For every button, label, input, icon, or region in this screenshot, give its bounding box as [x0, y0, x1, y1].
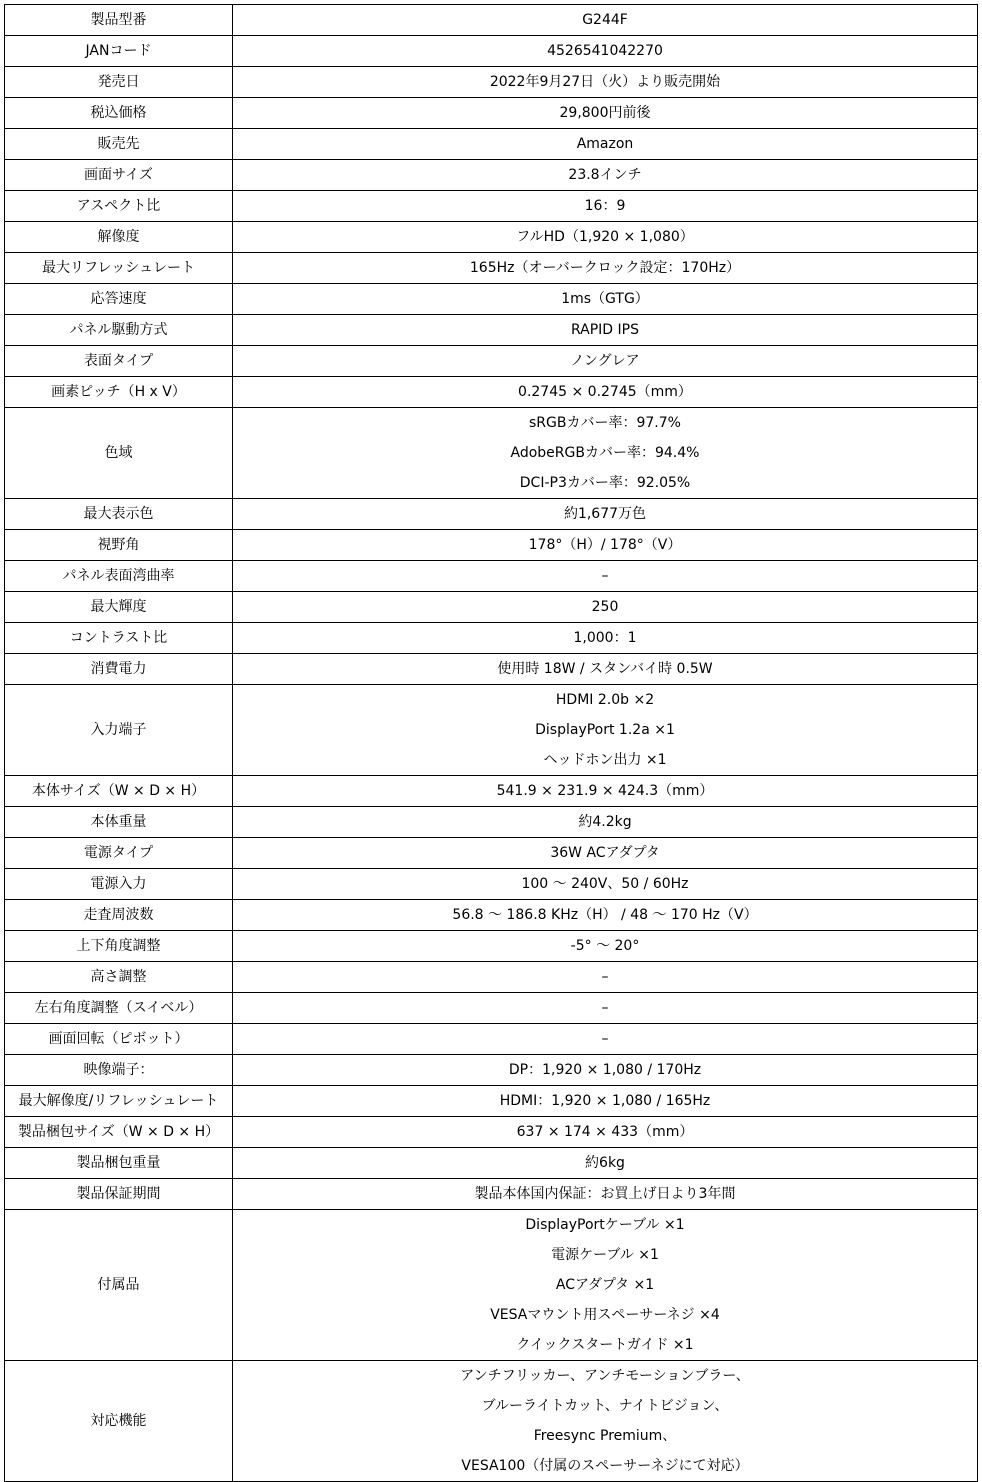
spec-value-cell: [233, 499, 978, 530]
spec-value-cell: [233, 592, 978, 623]
spec-row: [5, 36, 978, 67]
spec-label: 左右角度調整（スイベル）: [5, 993, 233, 1024]
spec-value: 100 ～ 240V、50 / 60Hz: [521, 876, 689, 892]
spec-value: –: [601, 1000, 609, 1016]
spec-value-cell: [233, 1086, 978, 1117]
spec-table: [4, 4, 978, 1482]
spec-value-cell: [233, 1179, 978, 1210]
spec-value-cell: [233, 160, 978, 191]
spec-value: 2022年9月27日（火）より販売開始: [489, 74, 721, 90]
spec-value: 36W ACアダプタ: [550, 845, 660, 861]
spec-label: 付属品: [5, 1210, 233, 1361]
spec-row: [5, 807, 978, 838]
spec-value: –: [601, 1031, 609, 1047]
spec-value-cell: [233, 685, 978, 776]
spec-value-cell: [233, 346, 978, 377]
spec-row: [5, 222, 978, 253]
spec-label: 消費電力: [5, 654, 233, 685]
spec-label: 応答速度: [5, 284, 233, 315]
spec-value-cell: [233, 993, 978, 1024]
spec-value: HDMI：1,920 × 1,080 / 165Hz: [499, 1093, 711, 1109]
spec-row: [5, 931, 978, 962]
spec-value: –: [601, 568, 609, 584]
spec-value-cell: [233, 408, 978, 499]
spec-value: –: [601, 969, 609, 985]
spec-value-cell: [233, 838, 978, 869]
spec-label: 製品保証期間: [5, 1179, 233, 1210]
spec-label: 製品梱包サイズ（W × D × H）: [5, 1117, 233, 1148]
spec-value: ノングレア: [570, 353, 640, 369]
spec-value: 4526541042270: [547, 43, 663, 59]
spec-label: 走査周波数: [5, 900, 233, 931]
spec-row: [5, 98, 978, 129]
spec-label: 色域: [5, 408, 233, 499]
spec-label: パネル駆動方式: [5, 315, 233, 346]
spec-label: 最大表示色: [5, 499, 233, 530]
spec-row: [5, 408, 978, 499]
spec-row: [5, 1361, 978, 1482]
spec-label: 解像度: [5, 222, 233, 253]
spec-value-cell: [233, 561, 978, 592]
spec-value-cell: [233, 253, 978, 284]
spec-value-cell: [233, 530, 978, 561]
spec-label: 映像端子：: [5, 1055, 233, 1086]
spec-value-cell: [233, 962, 978, 993]
spec-row: [5, 561, 978, 592]
spec-value: 1,000：1: [573, 630, 637, 646]
spec-label: 入力端子: [5, 685, 233, 776]
spec-value: 250: [591, 599, 619, 615]
spec-row: [5, 1055, 978, 1086]
spec-value: 製品本体国内保証：お買上げ日より3年間: [474, 1186, 736, 1202]
spec-label: コントラスト比: [5, 623, 233, 654]
spec-value: DisplayPortケーブル ×1: [525, 1217, 685, 1233]
spec-value: 29,800円前後: [559, 105, 651, 121]
spec-value-cell: [233, 315, 978, 346]
spec-value: DP：1,920 × 1,080 / 170Hz: [508, 1062, 702, 1078]
spec-value: 電源ケーブル ×1: [551, 1247, 659, 1263]
spec-row: [5, 284, 978, 315]
spec-row: [5, 67, 978, 98]
spec-row: [5, 1148, 978, 1179]
spec-row: [5, 1024, 978, 1055]
spec-row: [5, 962, 978, 993]
spec-value: 約1,677万色: [563, 506, 647, 522]
spec-label: アスペクト比: [5, 191, 233, 222]
spec-value: 約6kg: [585, 1155, 625, 1171]
spec-value: ヘッドホン出力 ×1: [543, 752, 667, 768]
spec-value: 約4.2kg: [578, 814, 632, 830]
spec-label: 画面サイズ: [5, 160, 233, 191]
spec-value: 23.8インチ: [568, 167, 642, 183]
spec-value: ACアダプタ ×1: [555, 1277, 655, 1293]
spec-value-cell: [233, 1055, 978, 1086]
spec-row: [5, 993, 978, 1024]
spec-value: 165Hz（オーバークロック設定：170Hz）: [469, 260, 741, 276]
spec-value: AdobeRGBカバー率：94.4%: [510, 445, 700, 461]
spec-value: 使用時 18W / スタンバイ時 0.5W: [497, 661, 713, 677]
spec-row: [5, 1179, 978, 1210]
spec-label: 高さ調整: [5, 962, 233, 993]
spec-value: G244F: [582, 12, 628, 28]
spec-value: Amazon: [576, 136, 634, 152]
spec-table-body: [5, 5, 978, 1482]
spec-value-cell: [233, 807, 978, 838]
spec-row: [5, 499, 978, 530]
spec-label: 上下角度調整: [5, 931, 233, 962]
spec-row: [5, 160, 978, 191]
spec-label: 最大輝度: [5, 592, 233, 623]
spec-value: DCI-P3カバー率：92.05%: [519, 475, 691, 491]
spec-value-cell: [233, 5, 978, 36]
spec-value-cell: [233, 222, 978, 253]
spec-value: 178°（H）/ 178°（V）: [528, 537, 682, 553]
spec-label: 画面回転（ピボット）: [5, 1024, 233, 1055]
spec-value: sRGBカバー率：97.7%: [529, 415, 681, 431]
spec-value: 637 × 174 × 433（mm）: [516, 1124, 694, 1140]
spec-value-cell: [233, 900, 978, 931]
spec-label: 視野角: [5, 530, 233, 561]
spec-row: [5, 654, 978, 685]
spec-value-cell: [233, 98, 978, 129]
spec-value-cell: [233, 377, 978, 408]
spec-label: 電源入力: [5, 869, 233, 900]
spec-row: [5, 315, 978, 346]
spec-value: 16：9: [584, 198, 626, 214]
spec-row: [5, 129, 978, 160]
spec-label: 電源タイプ: [5, 838, 233, 869]
spec-label: 最大リフレッシュレート: [5, 253, 233, 284]
spec-value-cell: [233, 1024, 978, 1055]
spec-row: [5, 838, 978, 869]
spec-row: [5, 776, 978, 807]
spec-value: ブルーライトカット、ナイトビジョン、: [481, 1398, 729, 1414]
spec-row: [5, 1210, 978, 1361]
spec-value-cell: [233, 36, 978, 67]
spec-label: 税込価格: [5, 98, 233, 129]
spec-row: [5, 530, 978, 561]
spec-row: [5, 869, 978, 900]
spec-row: [5, 377, 978, 408]
spec-value: 0.2745 × 0.2745（mm）: [518, 384, 692, 400]
spec-value: Freesync Premium、: [533, 1428, 677, 1444]
spec-row: [5, 900, 978, 931]
spec-value-cell: [233, 129, 978, 160]
spec-value-cell: [233, 1361, 978, 1482]
spec-row: [5, 253, 978, 284]
spec-value: VESAマウント用スペーサーネジ ×4: [490, 1307, 720, 1323]
spec-label: 表面タイプ: [5, 346, 233, 377]
spec-label: 発売日: [5, 67, 233, 98]
spec-value: DisplayPort 1.2a ×1: [535, 722, 675, 738]
spec-value: 56.8 ～ 186.8 KHz（H） / 48 ～ 170 Hz（V）: [452, 907, 758, 923]
spec-label: 製品梱包重量: [5, 1148, 233, 1179]
spec-value: クイックスタートガイド ×1: [516, 1337, 694, 1353]
spec-value-cell: [233, 1210, 978, 1361]
spec-value-cell: [233, 1148, 978, 1179]
spec-label: 製品型番: [5, 5, 233, 36]
spec-label: 画素ピッチ（H x V）: [5, 377, 233, 408]
spec-row: [5, 623, 978, 654]
spec-value-cell: [233, 1117, 978, 1148]
spec-label: パネル表面湾曲率: [5, 561, 233, 592]
spec-label: 本体サイズ（W × D × H）: [5, 776, 233, 807]
spec-row: [5, 346, 978, 377]
spec-value: 1ms（GTG）: [561, 291, 649, 307]
spec-label: 本体重量: [5, 807, 233, 838]
spec-row: [5, 1117, 978, 1148]
spec-value-cell: [233, 191, 978, 222]
spec-value-cell: [233, 67, 978, 98]
spec-value: 541.9 × 231.9 × 424.3（mm）: [496, 783, 714, 799]
spec-value: RAPID IPS: [571, 322, 639, 338]
spec-row: [5, 191, 978, 222]
spec-label: 販売先: [5, 129, 233, 160]
spec-label: JANコード: [5, 36, 233, 67]
spec-row: [5, 5, 978, 36]
spec-value: アンチフリッカー、アンチモーションブラー、: [460, 1368, 750, 1384]
spec-value-cell: [233, 869, 978, 900]
spec-row: [5, 1086, 978, 1117]
spec-label: 最大解像度/リフレッシュレート: [5, 1086, 233, 1117]
spec-value: -5° ～ 20°: [570, 938, 640, 954]
spec-row: [5, 592, 978, 623]
spec-value: VESA100（付属のスペーサーネジにて対応）: [461, 1458, 749, 1474]
spec-value: HDMI 2.0b ×2: [555, 692, 655, 708]
spec-label: 対応機能: [5, 1361, 233, 1482]
spec-value: フルHD（1,920 × 1,080）: [516, 229, 694, 245]
spec-row: [5, 685, 978, 776]
spec-value-cell: [233, 776, 978, 807]
spec-value-cell: [233, 284, 978, 315]
spec-value-cell: [233, 654, 978, 685]
spec-value-cell: [233, 623, 978, 654]
spec-value-cell: [233, 931, 978, 962]
